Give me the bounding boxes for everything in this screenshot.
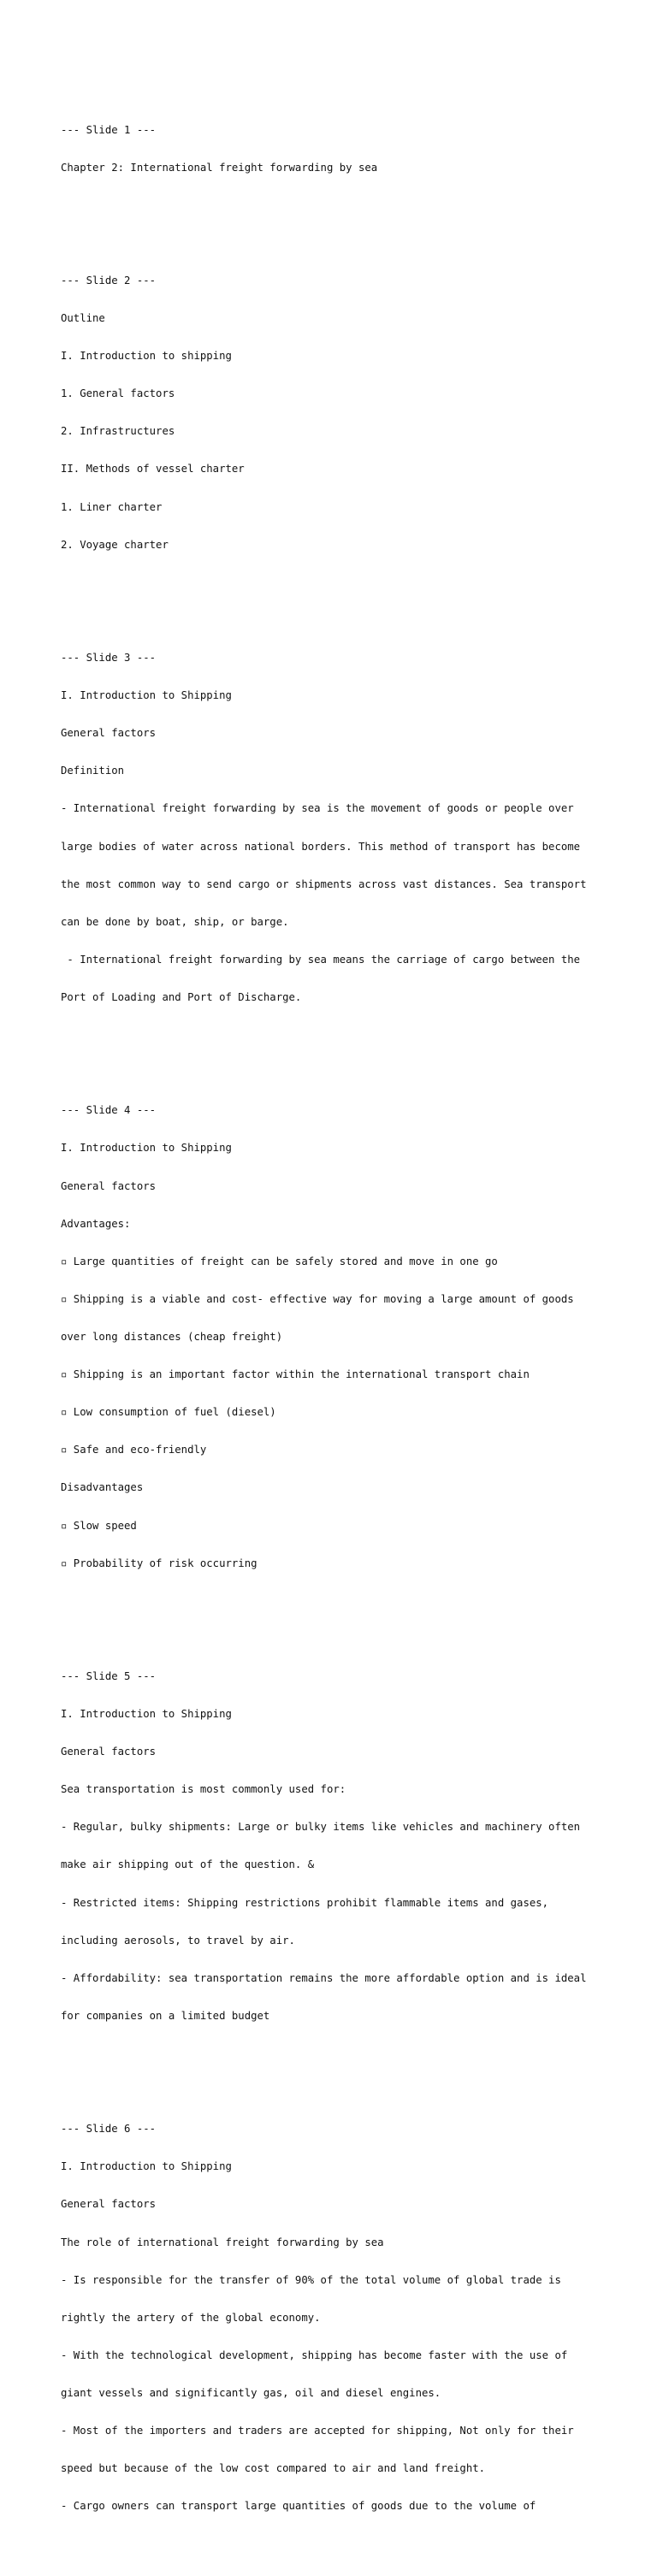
slide-line: Sea transportation is most commonly used for: xyxy=(61,1783,346,1796)
slide-line: - International freight forwarding by sea is the movement of goods or people over xyxy=(61,802,574,815)
slide-line: General factors xyxy=(61,1179,157,1192)
slide-line: I. Introduction to Shipping xyxy=(61,2160,232,2173)
slide-line: General factors xyxy=(61,1746,157,1758)
slide-line: for companies on a limited budget xyxy=(61,2009,270,2022)
slide-line: I. Introduction to Shipping xyxy=(61,1142,232,1155)
slide-line: - Regular, bulky shipments: Large or bulky items like vehicles and machinery often xyxy=(61,1821,581,1834)
slide-2 xyxy=(61,250,625,576)
slide-line: large bodies of water across national borders. This method of transport has become xyxy=(61,840,581,853)
slide-header: --- Slide 5 --- xyxy=(61,1669,157,1682)
slide-line: 1. Liner charter xyxy=(61,500,163,513)
slide-header: --- Slide 6 --- xyxy=(61,2123,157,2136)
slide-line: - International freight forwarding by sea means the carriage of cargo between the xyxy=(61,953,581,966)
bullet-item: ▫ Shipping is a viable and cost- effective way for moving a large amount of goods xyxy=(61,1292,574,1305)
slide-line: rightly the artery of the global economy. xyxy=(61,2311,321,2324)
document-page xyxy=(61,61,625,2576)
slide-line: including aerosols, to travel by air. xyxy=(61,1934,295,1947)
slide-line: - Restricted items: Shipping restrictions prohibit flammable items and gases, xyxy=(61,1896,549,1909)
slide-line: Definition xyxy=(61,765,125,777)
slide-line: giant vessels and significantly gas, oil and diesel engines. xyxy=(61,2387,441,2399)
slide-line: The role of international freight forwarding by sea xyxy=(61,2236,384,2248)
slide-line: I. Introduction to Shipping xyxy=(61,689,232,702)
slide-line: the most common way to send cargo or shipments across vast distances. Sea transport xyxy=(61,877,587,890)
slide-line: make air shipping out of the question. & xyxy=(61,1858,315,1871)
bullet-item: ▫ Shipping is an important factor within the international transport chain xyxy=(61,1368,530,1381)
slide-header: --- Slide 1 --- xyxy=(61,123,157,136)
slide-line: General factors xyxy=(61,2198,157,2211)
slide-line: Advantages: xyxy=(61,1217,131,1230)
bullet-item: ▫ Probability of risk occurring xyxy=(61,1557,257,1569)
slide-line: II. Methods of vessel charter xyxy=(61,463,245,476)
slide-line: Disadvantages xyxy=(61,1481,144,1494)
slide-line: - Most of the importers and traders are accepted for shipping, Not only for their xyxy=(61,2425,574,2437)
bullet-item: ▫ Safe and eco-friendly xyxy=(61,1444,207,1456)
bullet-item: ▫ Low consumption of fuel (diesel) xyxy=(61,1406,276,1419)
slide-line: Port of Loading and Port of Discharge. xyxy=(61,991,302,1003)
slide-3 xyxy=(61,627,625,1030)
slide-line: Outline xyxy=(61,312,105,325)
slide-line: 2. Infrastructures xyxy=(61,425,175,438)
slide-line: I. Introduction to Shipping xyxy=(61,1708,232,1721)
slide-line: I. Introduction to shipping xyxy=(61,350,232,363)
bullet-item: ▫ Large quantities of freight can be safely stored and move in one go xyxy=(61,1255,498,1267)
slide-line: - With the technological development, shipping has become faster with the use of xyxy=(61,2349,568,2361)
slide-line: over long distances (cheap freight) xyxy=(61,1330,283,1343)
slide-header: --- Slide 2 --- xyxy=(61,274,157,287)
slide-line: can be done by boat, ship, or barge. xyxy=(61,915,289,928)
slide-title: Chapter 2: International freight forwarding by sea xyxy=(61,161,378,174)
slide-1 xyxy=(61,98,625,199)
slide-header: --- Slide 4 --- xyxy=(61,1104,157,1117)
bullet-item: ▫ Slow speed xyxy=(61,1519,137,1532)
slide-5 xyxy=(61,1645,625,2048)
slide-line: - Is responsible for the transfer of 90% of the total volume of global trade is xyxy=(61,2273,561,2286)
slide-line: speed but because of the low cost compared to air and land freight. xyxy=(61,2462,486,2475)
slide-line: - Cargo owners can transport large quantities of goods due to the volume of xyxy=(61,2500,536,2513)
slide-header: --- Slide 3 --- xyxy=(61,652,157,665)
slide-line: - Affordability: sea transportation remains the more affordable option and is ideal xyxy=(61,1971,587,1984)
slide-6 xyxy=(61,2098,625,2538)
slide-4 xyxy=(61,1079,625,1595)
slide-line: General factors xyxy=(61,727,157,740)
slide-line: 2. Voyage charter xyxy=(61,538,169,551)
slide-line: 1. General factors xyxy=(61,387,175,400)
